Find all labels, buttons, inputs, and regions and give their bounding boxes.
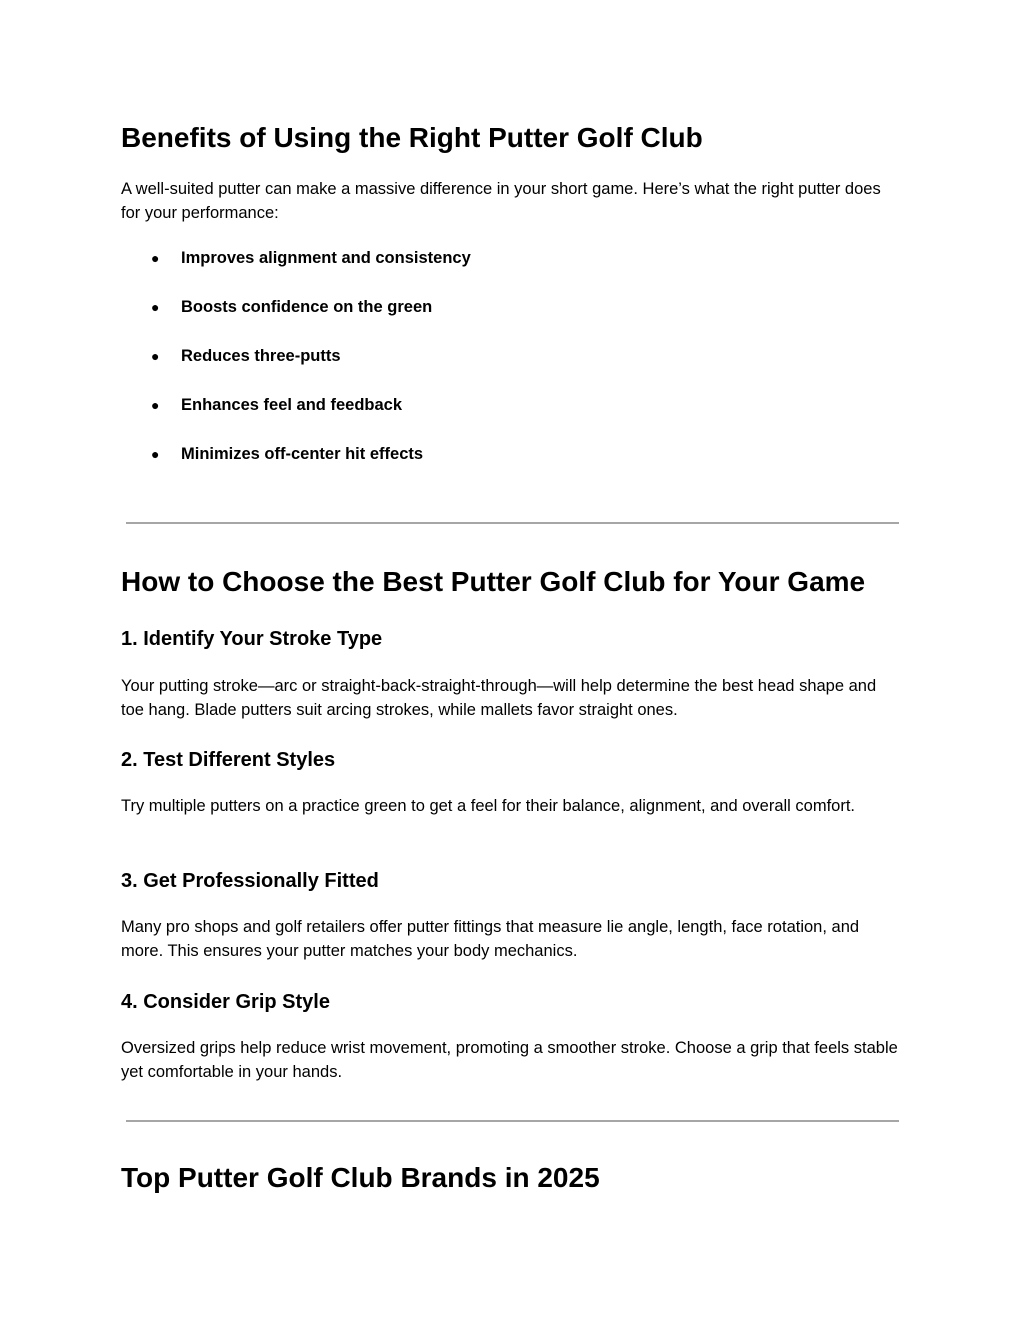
list-item-text: Reduces three-putts [181, 347, 341, 365]
step-body: Oversized grips help reduce wrist movement, promoting a smoother stroke. Choose a grip that feels stable yet comfortable in your hands. [121, 1039, 898, 1081]
list-item [121, 344, 821, 393]
benefits-list [121, 246, 821, 491]
list-item-text: Boosts confidence on the green [181, 298, 433, 316]
list-item-text: Improves alignment and consistency [181, 249, 471, 267]
bullet-icon: ● [151, 299, 160, 315]
benefits-heading: Benefits of Using the Right Putter Golf Club [121, 122, 703, 153]
list-item-text: Enhances feel and feedback [181, 396, 403, 414]
list-item [121, 442, 821, 491]
section-divider [126, 1120, 899, 1122]
step-body: Try multiple putters on a practice green to get a feel for their balance, alignment, and overall comfort. [121, 797, 856, 815]
step-body: Many pro shops and golf retailers offer putter fittings that measure lie angle, length, face rotation, and more. This ensures your putter matches your body mechanics. [121, 918, 860, 960]
bullet-icon: ● [151, 348, 160, 364]
bullet-icon: ● [151, 397, 160, 413]
choose-heading: How to Choose the Best Putter Golf Club for Your Game [121, 566, 866, 597]
step-title: 1. Identify Your Stroke Type [121, 628, 383, 650]
list-item [121, 246, 821, 295]
list-item [121, 393, 821, 442]
step-body: Your putting stroke—arc or straight-back-straight-through—will help determine the best head shape and toe hang. Blade putters suit arcing strokes, while mallets favor straight ones. [121, 677, 877, 719]
benefits-intro: A well-suited putter can make a massive difference in your short game. Here’s what the right putter does for your performance: [121, 180, 881, 222]
list-item [121, 295, 821, 344]
brands-heading: Top Putter Golf Club Brands in 2025 [121, 1162, 600, 1193]
list-item-text: Minimizes off-center hit effects [181, 445, 424, 463]
step-title: 4. Consider Grip Style [121, 991, 330, 1013]
step-title: 3. Get Professionally Fitted [121, 870, 379, 892]
bullet-icon: ● [151, 250, 160, 266]
section-divider [126, 522, 899, 524]
step-title: 2. Test Different Styles [121, 749, 336, 771]
bullet-icon: ● [151, 446, 160, 462]
